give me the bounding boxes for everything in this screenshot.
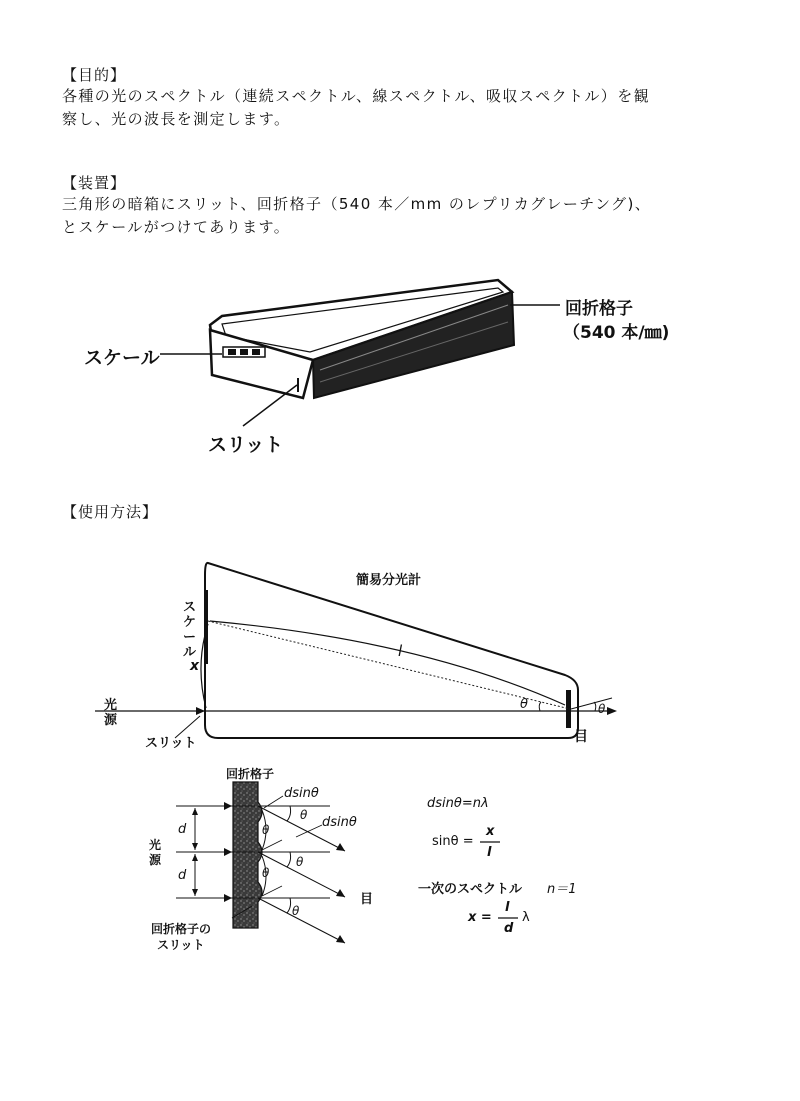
apparatus-heading: 【装置】 [62, 174, 127, 192]
equation-sin-lhs: sinθ = [432, 834, 474, 849]
x-label: x [190, 658, 200, 674]
light-source-char-1: 光 [104, 698, 118, 713]
theta-label-2: θ [296, 855, 304, 869]
scale-label-char-1: ス [183, 600, 197, 615]
grating-spec-label: （540 本/㎜) [563, 323, 670, 343]
usage-heading: 【使用方法】 [62, 503, 159, 521]
light-source-detail-char-1: 光 [149, 838, 162, 852]
equation-x-lhs: x = [468, 910, 492, 925]
theta-label-inner-1: θ [262, 823, 270, 837]
theta-label-3: θ [292, 904, 300, 918]
grating-slit-label-2: スリット [157, 938, 205, 952]
eye-detail-label: 目 [360, 892, 374, 907]
equation-x-lambda: λ [522, 910, 530, 925]
slit-diagram-label: スリット [145, 736, 197, 751]
equation-x-numerator: l [505, 900, 510, 915]
first-order-label: 一次のスペクトル [418, 882, 523, 897]
dsin-label-2: dsinθ [322, 815, 357, 830]
purpose-heading: 【目的】 [62, 66, 127, 84]
light-source-char-2: 源 [104, 713, 118, 728]
equation-sin-numerator: x [486, 824, 495, 839]
scale-label-char-3: ー [183, 630, 197, 645]
scale-label-char-2: ケ [183, 615, 197, 630]
theta-label-eye: θ [598, 702, 606, 716]
scale-label-char-4: ル [183, 645, 197, 660]
theta-label-inner-2: θ [262, 866, 270, 880]
d-label-2: d [178, 868, 187, 883]
purpose-line-1: 各種の光のスペクトル（連続スペクトル、線スペクトル、吸収スペクトル）を観 [62, 87, 651, 105]
equation-sin-denominator: l [487, 845, 492, 860]
equation-grating: dsinθ=nλ [427, 796, 489, 811]
d-label-1: d [178, 822, 187, 837]
spectrometer-title: 簡易分光計 [356, 573, 422, 588]
apparatus-line-2: とスケールがつけてあります。 [62, 218, 291, 236]
purpose-line-2: 察し、光の波長を測定します。 [62, 110, 291, 128]
grating-detail-title: 回折格子 [226, 767, 275, 781]
grating-slit-label-1: 回折格子の [151, 922, 212, 936]
scale-label: スケール [84, 347, 160, 369]
equation-x-denominator: d [504, 921, 514, 936]
light-source-detail-char-2: 源 [149, 853, 162, 867]
theta-label-grating: θ [520, 697, 528, 712]
l-label: l [398, 642, 403, 660]
apparatus-line-1: 三角形の暗箱にスリット、回折格子（540 本／mm のレプリカグレーチング)、 [62, 195, 652, 213]
theta-label-1: θ [300, 808, 308, 822]
n-equals-label: n＝1 [547, 882, 577, 897]
slit-label: スリット [208, 434, 284, 456]
dsin-label-1: dsinθ [284, 786, 319, 801]
eye-label: 目 [574, 729, 588, 745]
grating-label: 回折格子 [565, 299, 633, 319]
